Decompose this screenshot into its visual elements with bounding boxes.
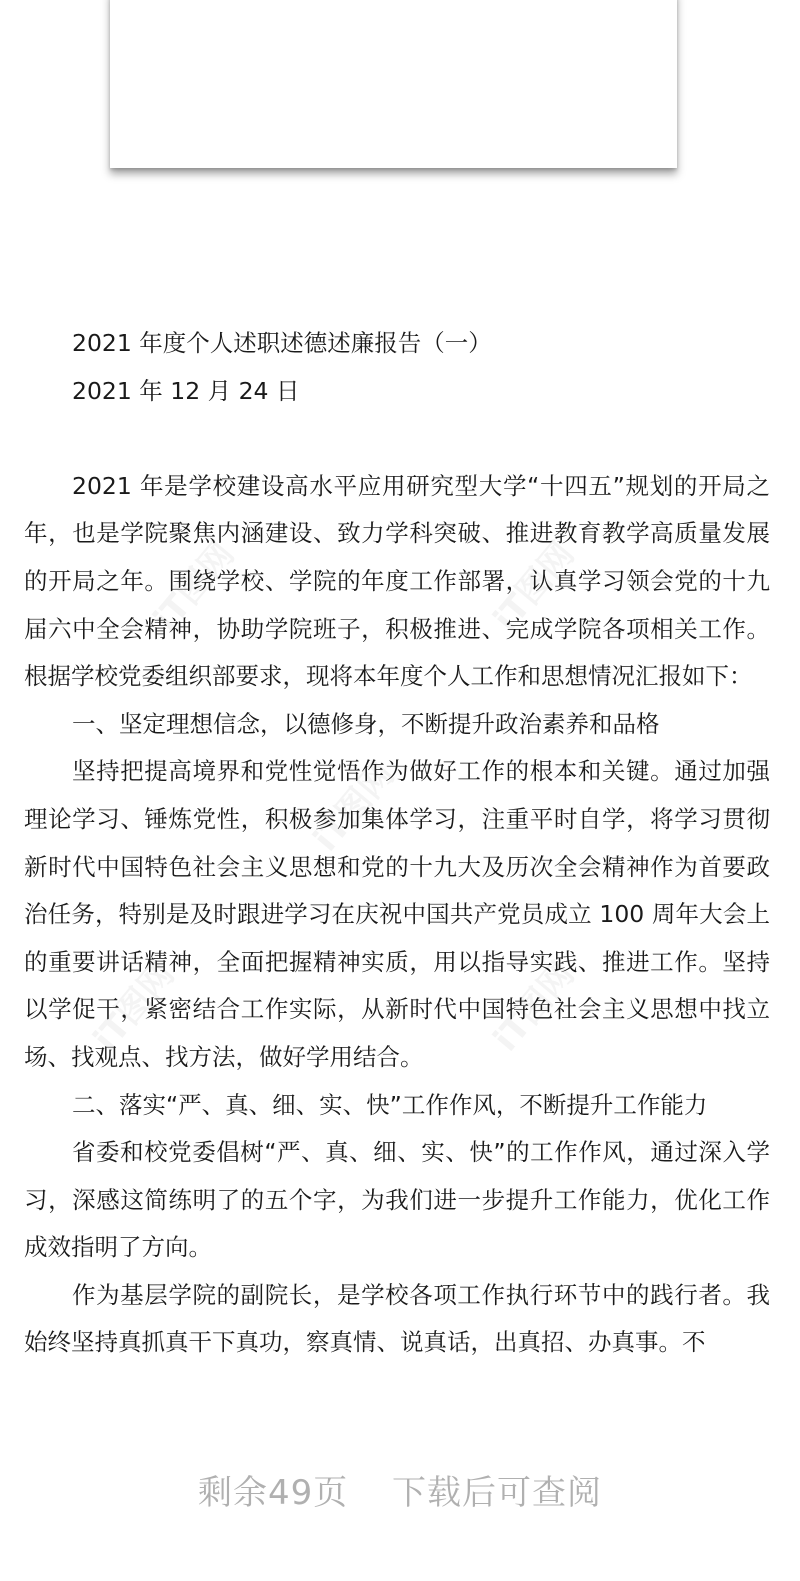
watermark-3: iT图网: [305, 754, 403, 860]
section-heading-2: 二、落实“严、真、细、实、快”工作作风，不断提升工作能力: [72, 1090, 708, 1119]
paragraph-section-1: 坚持把提高境界和党性觉悟作为做好工作的根本和关键。通过加强理论学习、锤炼党性，积极参加集体学习，注重平时自学，将学习贯彻新时代中国特色社会主义思想和党的十九大及历次全会精神作为首要政治任务，特别是及时跟进学习在庆祝中国共产党员成立 100 周年大会上的重要讲话精神，全面把握精神实质，用以指导实践、推进工作。坚持以学促干，紧密结合工作实际，从新时代中国特色社会主义思想中找立场、找观点、找方法，做好学用结合。: [24, 757, 770, 1071]
section-heading-1: 一、坚定理想信念，以德修身，不断提升政治素养和品格: [72, 709, 660, 738]
watermark-4: iT图网: [85, 954, 183, 1060]
paragraph-intro: 2021 年是学校建设高水平应用研究型大学“十四五”规划的开局之年，也是学院聚焦内涵建设、致力学科突破、推进教育教学高质量发展的开局之年。围绕学校、学院的年度工作部署，认真学习领会党的十九届六中全会精神，协助学院班子，积极推进、完成学院各项相关工作。根据学校党委组织部要求，现将本年度个人工作和思想情况汇报如下：: [24, 471, 770, 691]
document-body: [24, 320, 770, 1367]
remaining-pages-label: 剩余49页: [197, 1473, 349, 1513]
download-to-read-banner[interactable]: [0, 1465, 800, 1514]
document-title: 2021 年度个人述职述德述廉报告（一）: [72, 329, 492, 357]
download-action-label[interactable]: 下载后可查阅: [392, 1473, 603, 1513]
paragraph-section-2b: 作为基层学院的副院长，是学校各项工作执行环节中的践行者。我始终坚持真抓真干下真功，察真情、说真话，出真招、办真事。不: [24, 1280, 770, 1357]
watermark-5: iT图网: [485, 954, 583, 1060]
paragraph-section-2a: 省委和校党委倡树“严、真、细、实、快”的工作作风，通过深入学习，深感这简练明了的五个字，为我们进一步提升工作能力，优化工作成效指明了方向。: [24, 1138, 770, 1262]
spacer: [24, 415, 770, 463]
cover-page-card: [110, 0, 677, 168]
watermark-2: iT图网: [485, 534, 583, 640]
watermark-1: iT图网: [145, 534, 243, 640]
document-date: 2021 年 12 月 24 日: [72, 376, 300, 405]
